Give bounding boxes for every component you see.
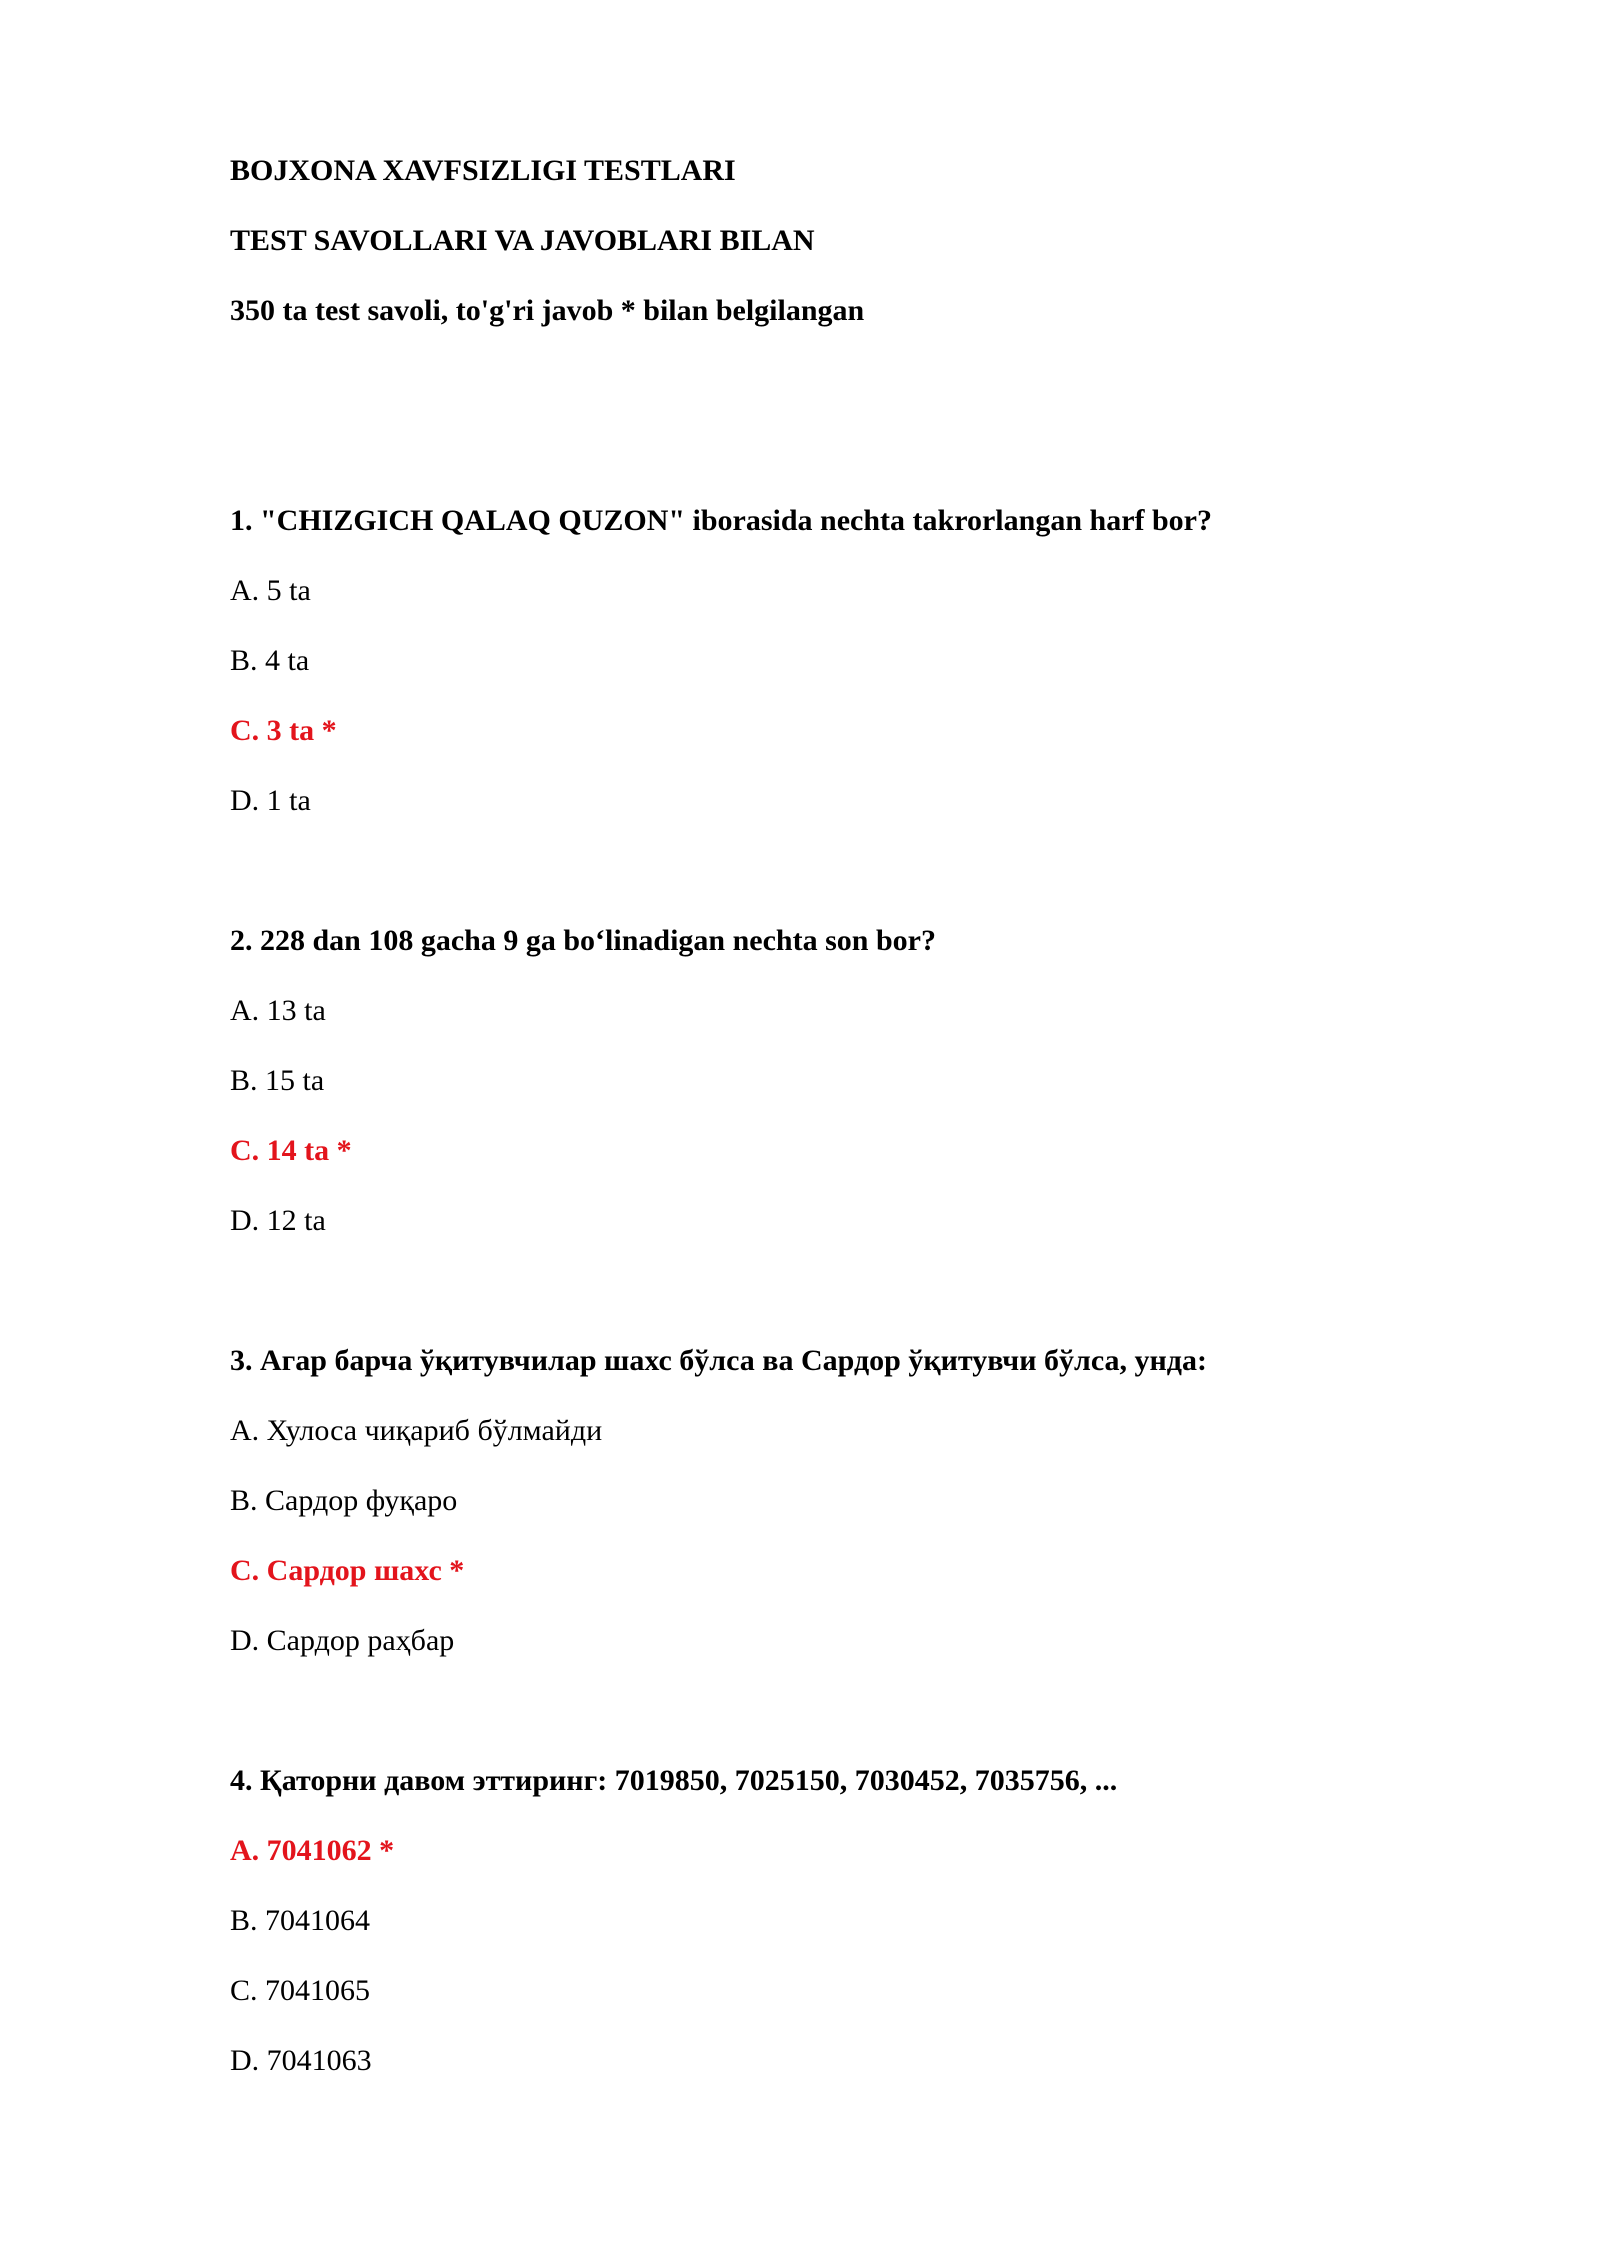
question-4-option-d: D. 7041063 xyxy=(230,2044,372,2077)
document-title: BOJXONA XAVFSIZLIGI TESTLARI xyxy=(230,154,736,187)
question-2-option-c-correct: C. 14 ta * xyxy=(230,1134,352,1167)
question-3-text: 3. Агар барча ўқитувчилар шахс бўлса ва Сардор ўқитувчи бўлса, унда: xyxy=(230,1344,1207,1377)
question-3-option-d: D. Сардор раҳбар xyxy=(230,1624,455,1657)
document-description: 350 ta test savoli, to'g'ri javob * bilan belgilangan xyxy=(230,294,865,327)
question-1-option-c-correct: C. 3 ta * xyxy=(230,714,337,747)
question-2-option-d: D. 12 ta xyxy=(230,1204,326,1237)
question-4-option-a-correct: A. 7041062 * xyxy=(230,1834,395,1867)
question-2-option-a: A. 13 ta xyxy=(230,994,326,1027)
question-2-option-b: B. 15 ta xyxy=(230,1064,325,1097)
question-4-option-c: C. 7041065 xyxy=(230,1974,371,2007)
question-3-option-b: B. Сардор фуқаро xyxy=(230,1484,458,1517)
question-4-text: 4. Қаторни давом эттиринг: 7019850, 7025150, 7030452, 7035756, ... xyxy=(230,1764,1118,1797)
question-1-option-a: A. 5 ta xyxy=(230,574,311,607)
question-1-option-b: B. 4 ta xyxy=(230,644,310,677)
question-4-option-b: B. 7041064 xyxy=(230,1904,371,1937)
question-3-option-a: A. Хулоса чиқариб бўлмайди xyxy=(230,1414,603,1447)
question-1-text: 1. "CHIZGICH QALAQ QUZON" iborasida nechta takrorlangan harf bor? xyxy=(230,504,1213,537)
document-subtitle: TEST SAVOLLARI VA JAVOBLARI BILAN xyxy=(230,224,815,257)
question-2-text: 2. 228 dan 108 gacha 9 ga bo‘linadigan nechta son bor? xyxy=(230,924,936,957)
question-1-option-d: D. 1 ta xyxy=(230,784,311,817)
question-3-option-c-correct: C. Сардор шахс * xyxy=(230,1554,465,1587)
